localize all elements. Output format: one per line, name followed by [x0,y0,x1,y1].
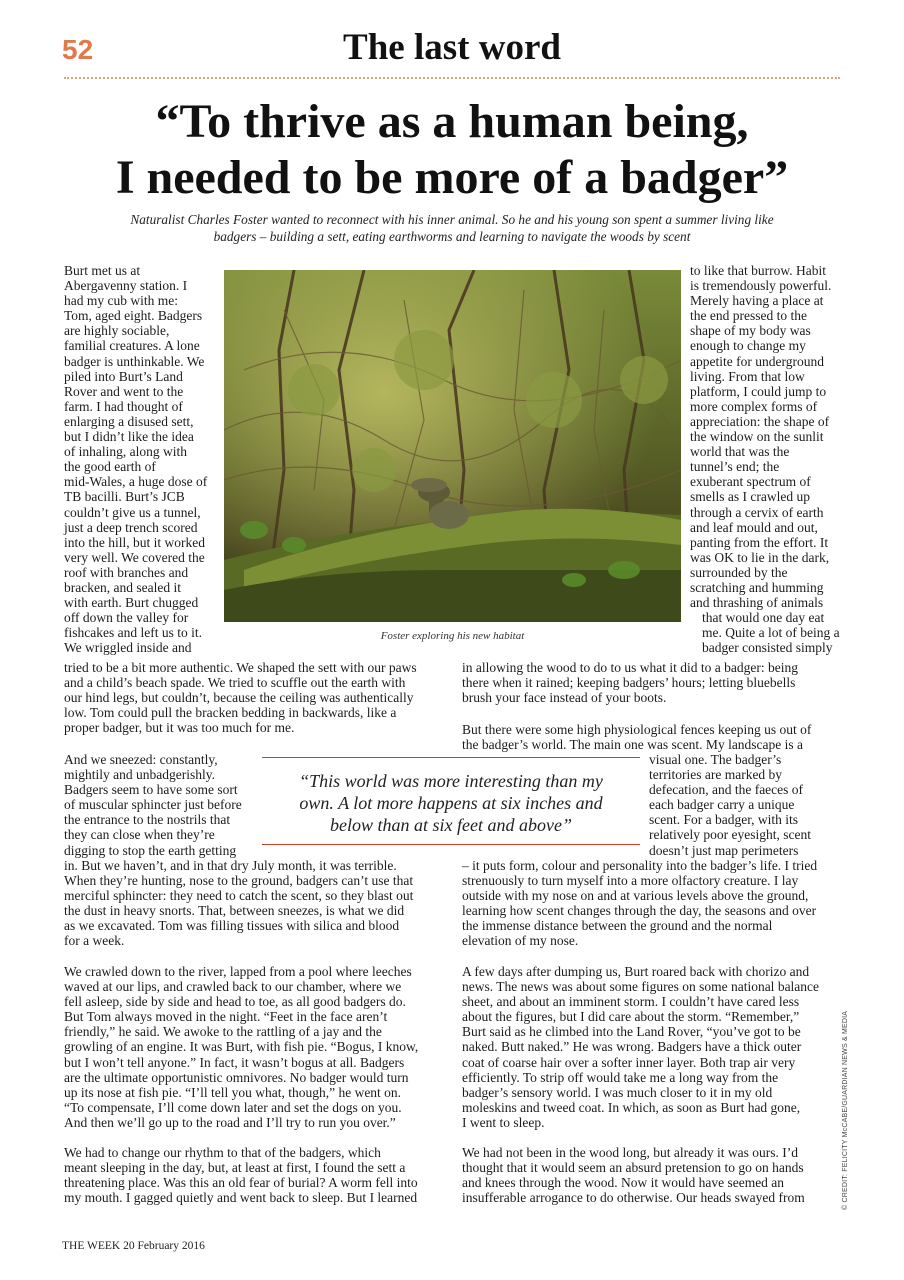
fences-paragraph-wide [462,722,847,752]
text-line: proper badger, but it was too much for me. [64,720,295,736]
left-line: We wriggled inside and [64,640,192,656]
text-line: A few days after dumping us, Burt roared back with chorizo and [462,964,810,979]
text-line: brush your face instead of your boots. [462,690,667,706]
text-line: sheet, and about an imminent storm. I couldn’t have cared less [462,994,800,1010]
text-line: doesn’t just map perimeters [649,842,799,858]
text-line: strenuously to turn myself into a more olfactory creature. I lay [462,873,799,889]
text-line: growling of an engine. It was Burt, with fish pie. “Bogus, I know, [64,1039,419,1055]
text-line: there when it rained; keeping badgers’ hours; letting bluebells [462,675,796,691]
photo-credit: © CREDIT: FELICITY McCABE/GUARDIAN NEWS & MEDIA [842,1010,849,1210]
standfirst-line-2: badgers – building a sett, eating earthworms and learning to navigate the woods by scent [213,229,691,244]
pull-quote-line-3: below than at six feet and above” [330,815,572,835]
lower-right-paragraph-1 [462,660,847,705]
pull-quote-line-1: “This world was more interesting than my [299,771,603,791]
standfirst [80,211,824,245]
text-line: insufferable arrogance to do otherwise. Our heads swayed from [462,1190,805,1206]
text-line: defecation, and the faeces of [649,782,804,798]
headline-line-1: “To thrive as a human being, [155,95,749,148]
right-line: to like that burrow. Habit [690,263,826,278]
text-line: naked. Butt naked.” He was wrong. Badgers have a thick outer [462,1039,802,1055]
lower-left-paragraph-1 [64,660,454,735]
right-line: that would one day eat [702,610,825,626]
right-line: appetite for underground [690,353,824,369]
publication-name: THE WEEK [62,1240,121,1252]
left-line: badger is unthinkable. We [64,353,205,369]
text-line: waved at our lips, and crawled back to our chamber, where we [64,979,402,995]
text-line: my mouth. I gagged quietly and went back to sleep. But I learned [64,1190,418,1206]
left-line: had my cub with me: [64,293,178,309]
left-line: of inhaling, along with [64,444,187,460]
right-line: living. From that low [690,368,805,384]
left-line: but I didn’t like the idea [64,429,194,445]
text-line: elevation of my nose. [462,933,579,949]
text-line: fell asleep, side by side and head to toe, as all good badgers do. [64,994,406,1010]
text-line: meant sleeping in the day, but, at least at first, I found the sett a [64,1160,406,1176]
left-line: Abergavenny station. I [64,278,188,294]
right-line: exuberant spectrum of [690,474,811,490]
text-line: relatively poor eyesight, scent [649,827,811,843]
text-line: the badger’s world. The main one was scent. My landscape is a [462,737,804,753]
right-line: the end pressed to the [690,308,807,324]
text-line: Badgers seem to have some sort [64,782,238,798]
text-line: And we sneezed: constantly, [64,752,218,767]
text-line: digging to stop the earth getting [64,842,237,858]
standfirst-line-1: Naturalist Charles Foster wanted to reconnect with his inner animal. So he and his young son spent a summer living like [130,212,774,227]
text-line: about the figures, but I did care about the storm. “Remember,” [462,1009,800,1025]
text-line: mightily and unbadgerishly. [64,767,215,783]
issue-date: 20 February 2016 [123,1240,205,1252]
text-line: our hind legs, but couldn’t, because the ceiling was authentically [64,690,414,706]
right-line: badger consisted simply [702,640,833,656]
text-line: We had not been in the wood long, but already it was ours. I’d [462,1145,798,1160]
text-line: thought that it would seem an absurd pretension to go on hands [462,1160,804,1176]
text-line: And then we’ll go up to the road and I’ll try to run you over.” [64,1114,396,1130]
text-line: We crawled down to the river, lapped from a pool where leeches [64,964,412,979]
right-line: panting from the effort. It [690,534,829,550]
right-line: and thrashing of animals [690,595,824,611]
text-line: badger’s sensory world. I was much closer to it in my old [462,1084,773,1100]
page-number: 52 [62,34,94,65]
text-line: I went to sleep. [462,1114,545,1130]
text-line: and knees through the wood. Now it would have seemed an [462,1175,785,1191]
left-line: roof with branches and [64,564,189,580]
text-line: and a child’s beach spade. We tried to scuffle out the earth with [64,675,406,691]
right-line: platform, I could jump to [690,383,827,399]
text-line: friendly,” he said. We awoke to the rattling of a jay and the [64,1024,382,1040]
right-line: is tremendously powerful. [690,278,832,294]
text-line: of muscular sphincter just before [64,797,242,813]
text-line: each badger carry a unique [649,797,795,813]
right-line: tunnel’s end; the [690,459,780,475]
text-line: are the ultimate opportunistic omnivores. No badger would turn [64,1069,409,1085]
sneeze-paragraph-wide [64,858,454,949]
text-line: efficiently. To strip off would take me a long way from the [462,1069,779,1085]
text-line: We had to change our rhythm to that of the badgers, which [64,1145,381,1160]
text-line: they can close when they’re [64,827,215,843]
section-title: The last word [343,27,561,68]
right-line: scratching and humming [690,579,824,595]
text-line: threatening place. Was this an old fear of burial? A worm fell into [64,1175,418,1191]
text-line: visual one. The badger’s [649,752,782,767]
right-line: was OK to lie in the dark, [690,549,830,565]
text-line: but I won’t tell anyone.” In fact, it wasn’t bogus at all. Badgers [64,1054,405,1070]
left-line: Rover and went to the [64,383,184,399]
footer [62,1240,205,1252]
text-line: up its nose at fish pie. “I’ll tell you what, though,” he went on. [64,1084,402,1100]
left-line: TB bacilli. Burt’s JCB [64,489,185,505]
headline-line-2: I needed to be more of a badger” [115,151,789,204]
right-line: through a cervix of earth [690,504,824,520]
left-line: familial creatures. A lone [64,338,200,354]
photo-caption: Foster exploring his new habitat [380,630,525,642]
right-line: me. Quite a lot of being a [702,625,840,641]
left-line: Burt met us at [64,263,141,278]
sneeze-paragraph-narrow [64,752,259,858]
fences-paragraph-bottom [462,858,847,949]
text-line: learning how scent changes through the day, the seasons and over [462,903,817,919]
left-line: are highly sociable, [64,323,170,339]
fences-paragraph-narrow [649,752,847,858]
pull-quote-line-2: own. A lot more happens at six inches and [299,793,603,813]
left-line: enlarging a disused sett, [64,413,194,429]
text-line: merciful sphincter: they need to catch the scent, so they blast out [64,888,414,904]
woodland-photo-illustration [224,270,681,622]
text-line: “To compensate, I’ll come down later and set the dogs on you. [64,1099,402,1115]
right-line: appreciation: the shape of [690,413,830,429]
text-line: coat of coarse hair over a softer inner layer. Both trap air very [462,1054,796,1070]
left-line: fishcakes and left us to it. [64,625,202,641]
left-line: piled into Burt’s Land [64,368,183,384]
text-line: for a week. [64,933,125,949]
right-line: world that was the [690,444,790,460]
article-photo [224,270,681,622]
left-line: just a deep trench scored [64,519,198,535]
text-line: tried to be a bit more authentic. We shaped the sett with our paws [64,660,417,675]
text-line: the entrance to the nostrils that [64,812,231,828]
left-column [64,263,224,655]
left-line: couldn’t give us a tunnel, [64,504,201,520]
text-line: as we excavated. Tom was filling tissues with silica and blood [64,918,400,934]
text-line: low. Tom could pull the bracken bedding in backwards, like a [64,705,397,721]
text-line: in allowing the wood to do to us what it did to a badger: being [462,660,798,675]
right-line: smells as I crawled up [690,489,810,505]
left-line: bracken, and sealed it [64,579,181,595]
text-line: moleskins and tweed coat. In which, as soon as Burt had gone, [462,1099,801,1115]
text-line: But Tom always moved in the night. “Feet in the face aren’t [64,1009,388,1025]
left-line: the good earth of [64,459,156,475]
text-line: the immense distance between the ground and the normal [462,918,773,934]
headline [40,94,864,206]
left-line: farm. I had thought of [64,398,183,414]
river-paragraph [64,964,454,1130]
rhythm-paragraph [64,1145,454,1205]
burt-paragraph [462,964,847,1130]
text-line: scent. For a badger, with its [649,812,799,828]
text-line: the dust in heavy snorts. That, between sneezes, is what we did [64,903,405,919]
text-line: outside with my nose on and at various levels above the ground, [462,888,809,904]
right-line: shape of my body was [690,323,811,339]
text-line: in. But we haven’t, and in that dry July month, it was terrible. [64,858,397,873]
text-line: – it puts form, colour and personality into the badger’s life. I tried [462,858,818,873]
pull-quote-text [262,770,640,836]
right-line: Merely having a place at [690,293,824,309]
right-line: and leaf mould and out, [690,519,818,535]
right-line: the window on the sunlit [690,429,824,445]
left-line: with earth. Burt chugged [64,595,199,611]
text-line: news. The news was about some figures on some national balance [462,979,820,995]
text-line: territories are marked by [649,767,783,783]
left-line: mid-Wales, a huge dose of [64,474,208,490]
text-line: Burt said as he climbed into the Land Rover, “you’ve got to be [462,1024,801,1040]
text-line: When they’re hunting, nose to the ground, badgers can’t use that [64,873,414,889]
wood-paragraph [462,1145,847,1205]
left-line: Tom, aged eight. Badgers [64,308,203,324]
right-line: surrounded by the [690,564,788,580]
dotted-rule [64,77,840,79]
right-column [690,263,845,655]
pull-quote [262,757,640,845]
left-line: into the hill, but it worked [64,534,205,550]
text-line: But there were some high physiological fences keeping us out of [462,722,812,737]
left-line: very well. We covered the [64,549,205,565]
left-line: off down the valley for [64,610,189,626]
right-line: more complex forms of [690,398,818,414]
right-line: enough to change my [690,338,806,354]
